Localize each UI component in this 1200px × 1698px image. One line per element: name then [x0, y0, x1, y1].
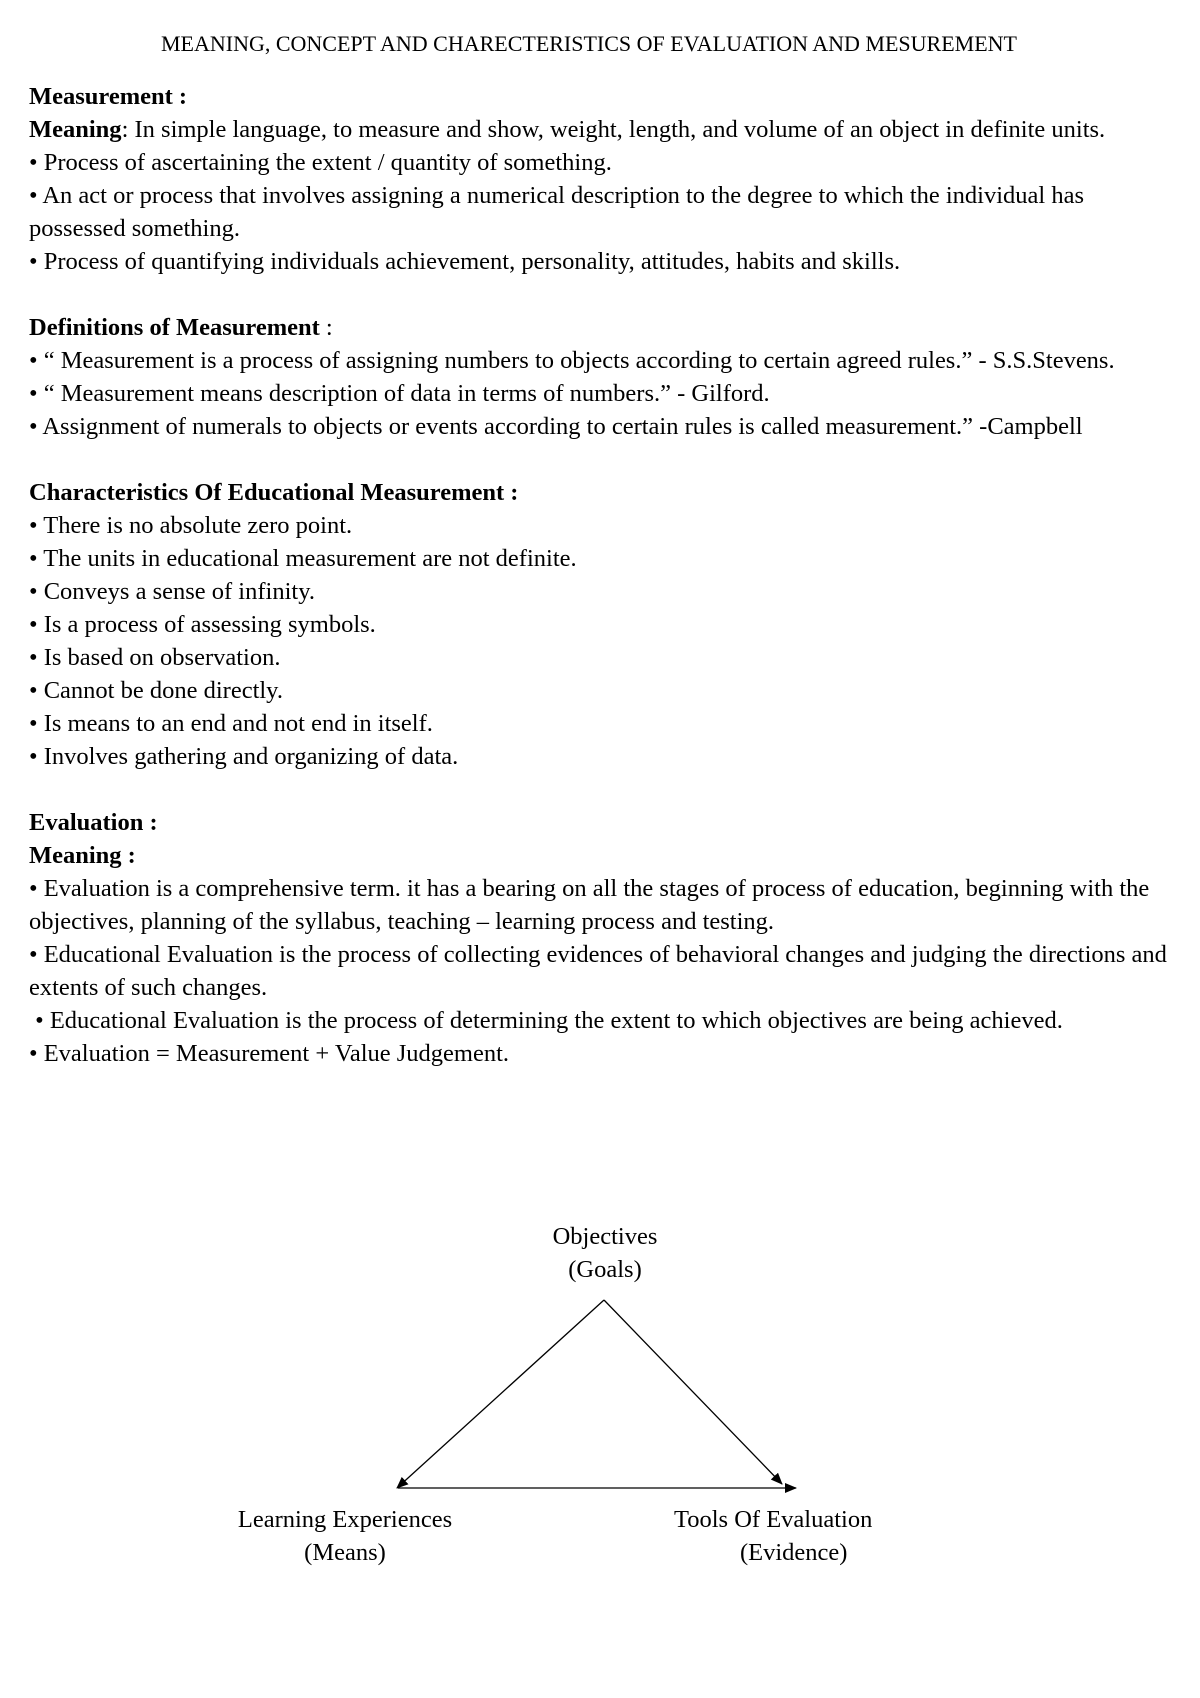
characteristic-item: • Involves gathering and organizing of data. [29, 743, 459, 770]
document-title: MEANING, CONCEPT AND CHARECTERISTICS OF EVALUATION AND MESUREMENT [160, 31, 1017, 56]
definition-item: • Assignment of numerals to objects or events according to certain rules is called measurement.” -Campbell [29, 413, 1083, 440]
measurement-meaning-text: : In simple language, to measure and show, weight, length, and volume of an object in definite units. [121, 116, 1106, 143]
measurement-point: • Process of ascertaining the extent / quantity of something. [29, 149, 612, 176]
measurement-meaning [29, 113, 1179, 146]
characteristic-item: • Is based on observation. [29, 644, 281, 671]
node-objectives-subtitle: (Goals) [568, 1256, 642, 1283]
measurement-meaning-label: Meaning [29, 116, 122, 143]
node-tools-title: Tools Of Evaluation [674, 1506, 873, 1533]
definitions-heading [29, 311, 1179, 344]
evaluation-triangle-diagram [0, 1220, 1200, 1566]
measurement-point: • An act or process that involves assigning a numerical description to the degree to which the individual has possessed something. [29, 182, 1085, 242]
characteristic-item: • The units in educational measurement are not definite. [29, 545, 577, 572]
measurement-point: • Process of quantifying individuals achievement, personality, attitudes, habits and skills. [29, 248, 901, 275]
definitions-heading-suffix: : [319, 314, 333, 341]
node-learning-title: Learning Experiences [237, 1506, 453, 1533]
evaluation-item: • Educational Evaluation is the process of collecting evidences of behavioral changes and judging the directions and extents of such changes. [29, 941, 1167, 1001]
measurement-heading: Measurement : [29, 83, 188, 110]
node-learning-subtitle: (Means) [304, 1539, 386, 1566]
evaluation-heading: Evaluation : [29, 809, 158, 836]
node-tools-subtitle: (Evidence) [740, 1539, 848, 1566]
arrow-objectives-to-tools [604, 1300, 782, 1484]
characteristic-item: • Is means to an end and not end in itself. [29, 710, 433, 737]
evaluation-meaning-label: Meaning : [29, 842, 136, 869]
node-objectives [480, 1220, 730, 1286]
node-objectives-title: Objectives [552, 1223, 658, 1250]
definitions-heading-label: Definitions of Measurement [29, 314, 320, 341]
evaluation-section [29, 806, 1179, 1070]
evaluation-item: • Evaluation = Measurement + Value Judgement. [29, 1040, 510, 1067]
definition-item: • “ Measurement means description of data in terms of numbers.” - Gilford. [29, 380, 770, 407]
evaluation-item: • Educational Evaluation is the process of determining the extent to which objectives are being achieved. [29, 1007, 1063, 1034]
definition-item: • “ Measurement is a process of assigning numbers to objects according to certain agreed rules.” - S.S.Stevens. [29, 347, 1115, 374]
characteristic-item: • There is no absolute zero point. [29, 512, 353, 539]
evaluation-item: • Evaluation is a comprehensive term. it has a bearing on all the stages of process of education, beginning with the objectives, planning of the syllabus, teaching – learning process and testing. [29, 875, 1150, 935]
characteristics-heading: Characteristics Of Educational Measurement : [29, 479, 519, 506]
node-tools-of-evaluation [655, 1503, 955, 1569]
characteristic-item: • Cannot be done directly. [29, 677, 283, 704]
characteristic-item: • Conveys a sense of infinity. [29, 578, 315, 605]
characteristics-section [29, 476, 1179, 773]
measurement-section [29, 80, 1179, 278]
node-learning-experiences [200, 1503, 490, 1569]
arrow-objectives-to-learning [397, 1300, 604, 1488]
document-page [29, 28, 1179, 1103]
definitions-section [29, 311, 1179, 443]
characteristic-item: • Is a process of assessing symbols. [29, 611, 376, 638]
